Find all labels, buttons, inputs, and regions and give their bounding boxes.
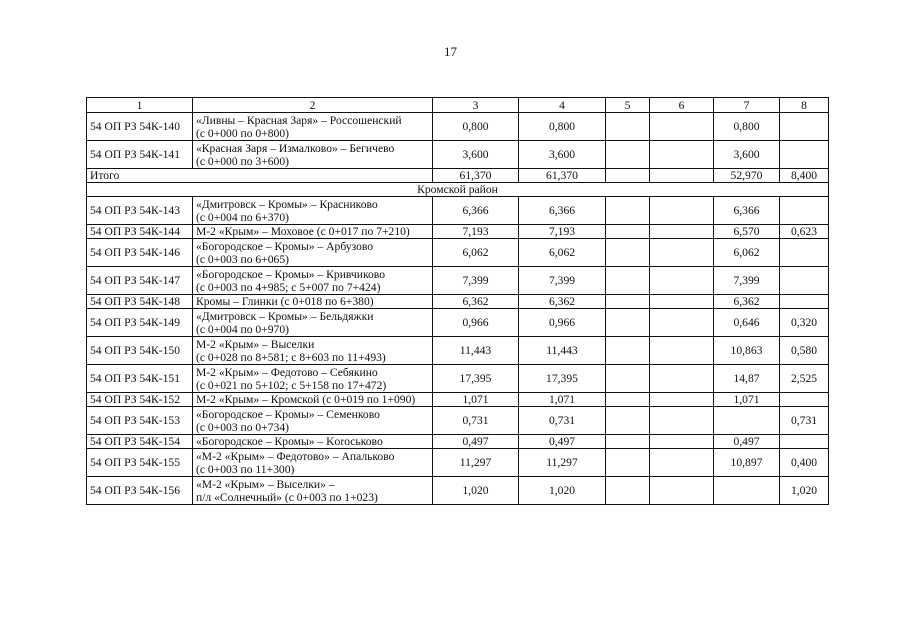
total-c6	[650, 169, 714, 183]
value-c5	[606, 197, 650, 225]
total-c5	[606, 169, 650, 183]
value-c3: 6,062	[433, 239, 519, 267]
road-description-line: (с 0+000 по 0+800)	[196, 126, 290, 140]
value-c4: 7,193	[519, 225, 606, 239]
value-c8: 0,580	[780, 337, 829, 365]
value-c6	[650, 225, 714, 239]
value-c4: 11,297	[519, 449, 606, 477]
value-c7: 0,497	[714, 435, 780, 449]
road-code: 54 ОП РЗ 54К-150	[87, 337, 193, 365]
value-c8: 2,525	[780, 365, 829, 393]
road-description	[193, 435, 433, 449]
road-description	[193, 337, 433, 365]
value-c4: 0,731	[519, 407, 606, 435]
road-description	[193, 267, 433, 295]
road-description	[193, 309, 433, 337]
column-header: 8	[780, 98, 829, 113]
section-title: Кромской район	[87, 183, 829, 197]
road-description	[193, 239, 433, 267]
value-c8	[780, 239, 829, 267]
road-code: 54 ОП РЗ 54К-151	[87, 365, 193, 393]
value-c3: 6,366	[433, 197, 519, 225]
road-description-line: (с 0+003 по 4+985; с 5+007 по 7+424)	[196, 280, 381, 294]
road-description	[193, 365, 433, 393]
road-description-line: п/л «Солнечный» (с 0+003 по 1+023)	[196, 490, 378, 504]
value-c4: 6,366	[519, 197, 606, 225]
value-c5	[606, 365, 650, 393]
value-c4: 7,399	[519, 267, 606, 295]
value-c3: 0,497	[433, 435, 519, 449]
value-c3: 0,966	[433, 309, 519, 337]
value-c8	[780, 113, 829, 141]
value-c5	[606, 267, 650, 295]
road-description	[193, 225, 433, 239]
value-c4: 1,071	[519, 393, 606, 407]
table-row	[87, 393, 829, 407]
column-header: 7	[714, 98, 780, 113]
road-description-line: «Дмитровск – Кромы» – Бельдяжки	[196, 309, 374, 323]
road-code: 54 ОП РЗ 54К-156	[87, 477, 193, 505]
road-description	[193, 449, 433, 477]
value-c7: 3,600	[714, 141, 780, 169]
table-row	[87, 477, 829, 505]
value-c3: 3,600	[433, 141, 519, 169]
page-number: 17	[444, 44, 457, 59]
value-c6	[650, 337, 714, 365]
road-description-line: «Богородское – Кромы» – Арбузово	[196, 239, 374, 253]
value-c8	[780, 197, 829, 225]
road-description-line: М-2 «Крым» – Федотово – Себякино	[196, 365, 378, 379]
roads-table	[86, 97, 829, 505]
value-c4: 1,020	[519, 477, 606, 505]
road-description-line: (с 0+003 по 0+734)	[196, 420, 290, 434]
group1-body	[87, 113, 829, 169]
value-c8	[780, 393, 829, 407]
value-c8: 0,400	[780, 449, 829, 477]
road-code: 54 ОП РЗ 54К-140	[87, 113, 193, 141]
value-c7: 6,366	[714, 197, 780, 225]
road-code: 54 ОП РЗ 54К-143	[87, 197, 193, 225]
total-c4: 61,370	[519, 169, 606, 183]
value-c6	[650, 477, 714, 505]
value-c8: 1,020	[780, 477, 829, 505]
value-c8	[780, 141, 829, 169]
group2-body	[87, 197, 829, 505]
column-header: 6	[650, 98, 714, 113]
value-c6	[650, 435, 714, 449]
road-description	[193, 393, 433, 407]
value-c3: 1,071	[433, 393, 519, 407]
value-c3: 0,731	[433, 407, 519, 435]
road-code: 54 ОП РЗ 54К-155	[87, 449, 193, 477]
value-c5	[606, 337, 650, 365]
table-row	[87, 113, 829, 141]
column-header: 5	[606, 98, 650, 113]
table-row	[87, 365, 829, 393]
value-c8: 0,623	[780, 225, 829, 239]
value-c6	[650, 141, 714, 169]
road-description-line: (с 0+021 по 5+102; с 5+158 по 17+472)	[196, 378, 387, 392]
value-c5	[606, 407, 650, 435]
value-c3: 17,395	[433, 365, 519, 393]
header-row	[87, 98, 829, 113]
table-row	[87, 449, 829, 477]
road-description-line: «Ливны – Красная Заря» – Россошенский	[196, 113, 402, 127]
value-c5	[606, 225, 650, 239]
road-description-line: (с 0+003 по 6+065)	[196, 252, 290, 266]
value-c4: 11,443	[519, 337, 606, 365]
value-c3: 1,020	[433, 477, 519, 505]
road-code: 54 ОП РЗ 54К-149	[87, 309, 193, 337]
value-c7: 6,362	[714, 295, 780, 309]
road-description-line: «Богородское – Кромы» – Семенково	[196, 407, 380, 421]
value-c5	[606, 113, 650, 141]
road-description-line: «М-2 «Крым» – Выселки» –	[196, 477, 335, 491]
value-c5	[606, 477, 650, 505]
table-row	[87, 225, 829, 239]
road-code: 54 ОП РЗ 54К-148	[87, 295, 193, 309]
value-c5	[606, 449, 650, 477]
table-row	[87, 407, 829, 435]
road-code: 54 ОП РЗ 54К-144	[87, 225, 193, 239]
road-code: 54 ОП РЗ 54К-141	[87, 141, 193, 169]
value-c7: 0,800	[714, 113, 780, 141]
value-c7: 7,399	[714, 267, 780, 295]
value-c6	[650, 449, 714, 477]
road-description-line: М-2 «Крым» – Выселки	[196, 337, 315, 351]
road-description-line: «Красная Заря – Измалково» – Бегичево	[196, 141, 395, 155]
value-c7: 6,570	[714, 225, 780, 239]
total-c3: 61,370	[433, 169, 519, 183]
total-label: Итого	[87, 169, 433, 183]
value-c3: 11,443	[433, 337, 519, 365]
road-code: 54 ОП РЗ 54К-153	[87, 407, 193, 435]
column-header: 2	[193, 98, 433, 113]
value-c4: 0,966	[519, 309, 606, 337]
road-description-line: М-2 «Крым» – Моховое (с 0+017 по 7+210)	[196, 225, 410, 238]
road-description	[193, 113, 433, 141]
road-description-line: Кромы – Глинки (с 0+018 по 6+380)	[196, 295, 374, 308]
road-description-line: (с 0+000 по 3+600)	[196, 154, 290, 168]
value-c3: 11,297	[433, 449, 519, 477]
value-c4: 0,800	[519, 113, 606, 141]
value-c6	[650, 197, 714, 225]
table-row	[87, 141, 829, 169]
value-c3: 6,362	[433, 295, 519, 309]
value-c5	[606, 141, 650, 169]
road-description-line: (с 0+004 по 6+370)	[196, 210, 290, 224]
table-row	[87, 267, 829, 295]
table-row	[87, 197, 829, 225]
value-c4: 0,497	[519, 435, 606, 449]
value-c6	[650, 267, 714, 295]
table-row	[87, 239, 829, 267]
value-c5	[606, 295, 650, 309]
value-c3: 7,193	[433, 225, 519, 239]
road-description-line: (с 0+003 по 11+300)	[196, 462, 295, 476]
value-c8	[780, 295, 829, 309]
value-c6	[650, 393, 714, 407]
road-code: 54 ОП РЗ 54К-152	[87, 393, 193, 407]
value-c6	[650, 113, 714, 141]
value-c5	[606, 309, 650, 337]
value-c7	[714, 407, 780, 435]
value-c8: 0,731	[780, 407, 829, 435]
road-description	[193, 141, 433, 169]
value-c8	[780, 267, 829, 295]
value-c7: 10,863	[714, 337, 780, 365]
value-c7: 10,897	[714, 449, 780, 477]
road-code: 54 ОП РЗ 54К-147	[87, 267, 193, 295]
value-c4: 6,062	[519, 239, 606, 267]
road-code: 54 ОП РЗ 54К-154	[87, 435, 193, 449]
road-description-line: «Богородское – Кромы» – Кривчиково	[196, 267, 385, 281]
value-c4: 3,600	[519, 141, 606, 169]
value-c6	[650, 295, 714, 309]
value-c7: 1,071	[714, 393, 780, 407]
value-c3: 0,800	[433, 113, 519, 141]
column-header: 3	[433, 98, 519, 113]
value-c8: 0,320	[780, 309, 829, 337]
table-row	[87, 337, 829, 365]
value-c8	[780, 435, 829, 449]
road-description-line: «М-2 «Крым» – Федотово» – Апальково	[196, 449, 395, 463]
table-row	[87, 435, 829, 449]
value-c3: 7,399	[433, 267, 519, 295]
road-description	[193, 295, 433, 309]
table-row	[87, 309, 829, 337]
total-c8: 8,400	[780, 169, 829, 183]
value-c5	[606, 435, 650, 449]
column-header: 4	[519, 98, 606, 113]
value-c7: 0,646	[714, 309, 780, 337]
total-body	[87, 169, 829, 197]
total-row	[87, 169, 829, 183]
road-description-line: М-2 «Крым» – Кромской (с 0+019 по 1+090)	[196, 393, 416, 406]
value-c6	[650, 309, 714, 337]
column-header: 1	[87, 98, 193, 113]
value-c7	[714, 477, 780, 505]
road-description-line: «Дмитровск – Кромы» – Красниково	[196, 197, 378, 211]
road-description	[193, 197, 433, 225]
value-c6	[650, 407, 714, 435]
value-c4: 6,362	[519, 295, 606, 309]
value-c7: 6,062	[714, 239, 780, 267]
road-description-line: (с 0+004 по 0+970)	[196, 322, 290, 336]
road-description-line: (с 0+028 по 8+581; с 8+603 по 11+493)	[196, 350, 386, 364]
value-c5	[606, 239, 650, 267]
section-row	[87, 183, 829, 197]
road-code: 54 ОП РЗ 54К-146	[87, 239, 193, 267]
road-description	[193, 477, 433, 505]
road-description-line: «Богородское – Кромы» – Korоськово	[196, 435, 383, 448]
road-description	[193, 407, 433, 435]
value-c4: 17,395	[519, 365, 606, 393]
value-c6	[650, 365, 714, 393]
total-c7: 52,970	[714, 169, 780, 183]
value-c6	[650, 239, 714, 267]
value-c7: 14,87	[714, 365, 780, 393]
value-c5	[606, 393, 650, 407]
table-row	[87, 295, 829, 309]
